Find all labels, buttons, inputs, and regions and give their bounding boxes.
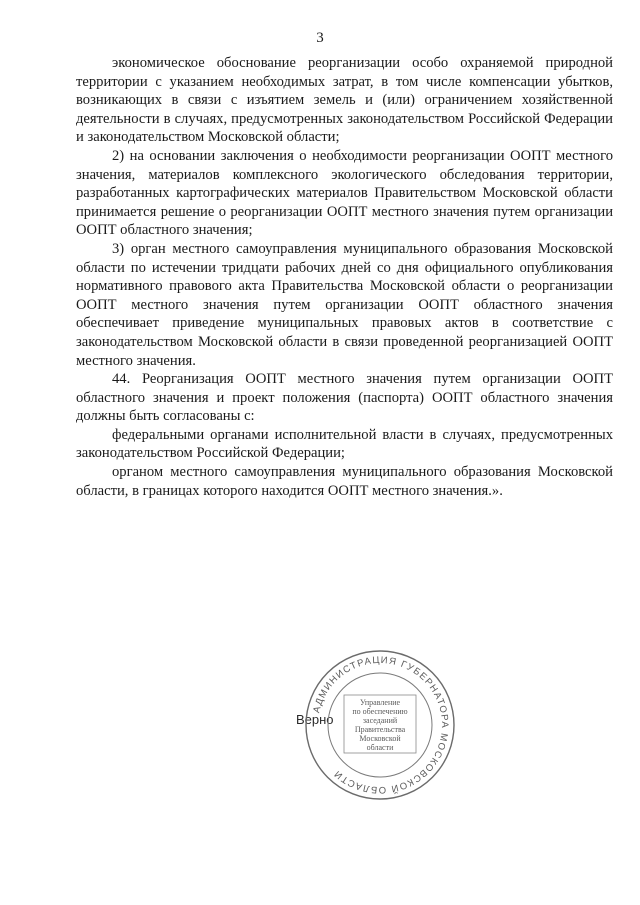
stamp-line-4: Правительства xyxy=(354,725,406,734)
paragraph-item-2: 2) на основании заключения о необходимости реорганизации ООПТ местного значения, материалов комплексного экологического обследования территории, разработанных картографических материалов Правительством Московской области принимается решение о реорганизации ООПТ местного значения путем организации ООПТ областного значения; xyxy=(76,147,613,239)
document-body xyxy=(76,54,613,500)
official-stamp xyxy=(300,645,460,805)
paragraph-local-government: органом местного самоуправления муниципального образования Московской области, в границах которого находится ООПТ местного значения.». xyxy=(76,464,613,499)
paragraph-economic-justification: экономическое обоснование реорганизации особо охраняемой природной территории с указанием необходимых затрат, в том числе компенсации убытков, возникающих в связи с изъятием земель и (или) ограничением хозяйственной деятельности в случаях, предусмотренных законодательством Российской Федерации и законодательством Московской области; xyxy=(76,55,613,146)
paragraph-item-3: 3) орган местного самоуправления муниципального образования Московской области по истечении тридцати рабочих дней со дня официального опубликования нормативного правового акта Правительства Московской области о реорганизации ООПТ местного значения путем организации ООПТ областного значения обеспечивает приведение муниципальных правовых актов в соответствие с законодательством Московской области в связи проведенной реорганизацией ООПТ местного значения. xyxy=(76,240,613,369)
stamp-line-5: Московской xyxy=(359,734,401,743)
certification-label: Верно xyxy=(296,712,334,727)
stamp-line-6: области xyxy=(366,743,394,752)
stamp-line-2: по обеспечению xyxy=(352,707,408,716)
page-number: 3 xyxy=(316,30,324,46)
stamp-line-1: Управление xyxy=(359,698,401,707)
stamp-line-3: заседаний xyxy=(362,716,398,725)
stamp-seal-icon xyxy=(300,645,460,805)
svg-text:АДМИНИСТРАЦИЯ ГУБЕРНАТОРА МОСК: АДМИНИСТРАЦИЯ ГУБЕРНАТОРА МОСКОВСКОЙ ОБЛАСТИ xyxy=(311,654,451,796)
paragraph-federal-bodies: федеральными органами исполнительной власти в случаях, предусмотренных законодательством Российской Федерации; xyxy=(76,426,613,462)
paragraph-item-44: 44. Реорганизация ООПТ местного значения путем организации ООПТ областного значения и проект положения (паспорта) ООПТ областного значения должны быть согласованы с: xyxy=(76,371,613,425)
